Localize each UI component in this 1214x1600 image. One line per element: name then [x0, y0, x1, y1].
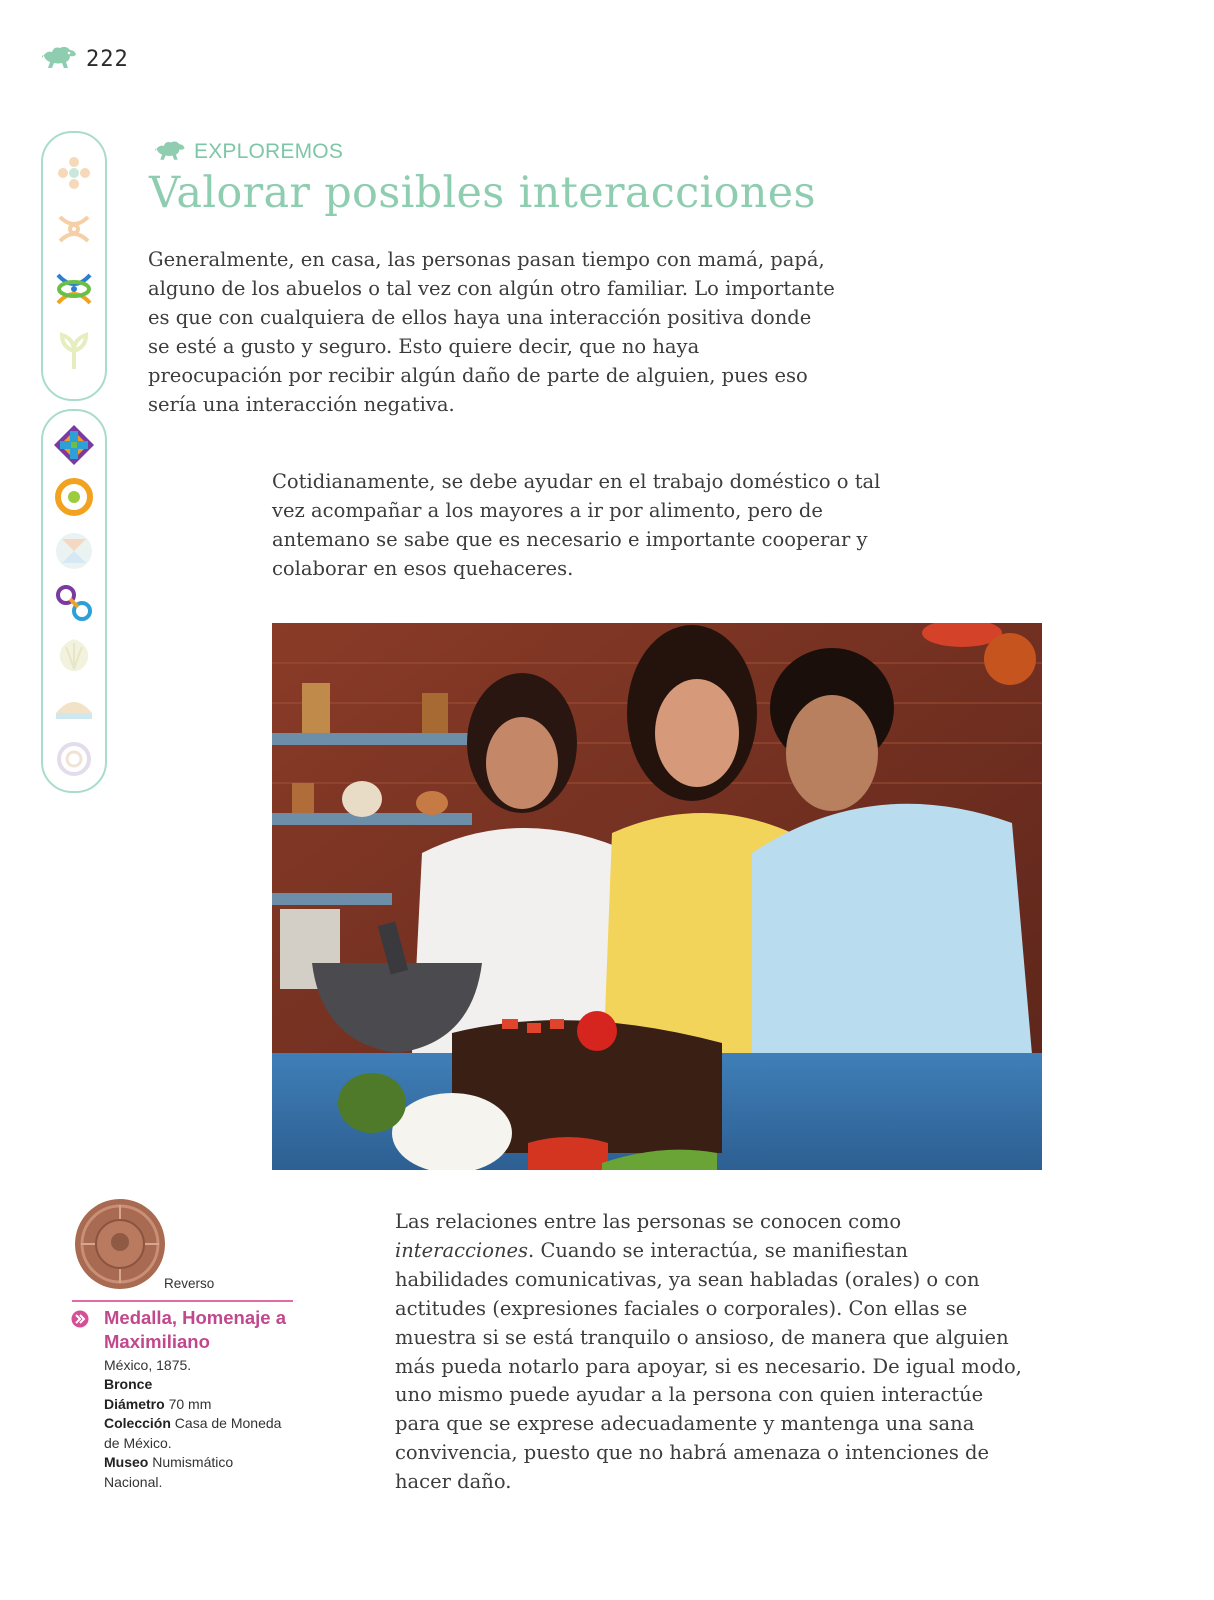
section-tag-label: EXPLOREMOS [194, 140, 344, 163]
medal-material: Bronce [104, 1376, 153, 1392]
medal-divider [72, 1300, 293, 1302]
section-rail-bottom [41, 409, 107, 793]
medal-collection: Colección Casa de Moneda de México. [104, 1415, 282, 1451]
intro-paragraph: Generalmente, en casa, las personas pasan tiempo con mamá, papá, alguno de los abuelos o tal vez con algún otro familiar. Lo importante es que con cualquiera de ellos haya una interacción positiva donde se esté a gusto y seguro. Esto quiere decir, que no haya preocupación por recibir algún daño de parte de alguien, pues eso sería una interacción negativa. [148, 248, 835, 416]
page-number-block [38, 44, 129, 74]
shell-icon [52, 633, 96, 677]
spiral-figure-icon [52, 207, 96, 251]
medal-museum: Museo Numismático Nacional. [104, 1454, 234, 1490]
links-icon [52, 581, 96, 625]
exploremos-emblem-icon [150, 139, 188, 165]
hourglass-icon [52, 529, 96, 573]
medal-diameter: Diámetro 70 mm [104, 1396, 212, 1412]
cross-diamond-icon [52, 423, 96, 467]
section-rail-top [41, 131, 107, 401]
ring-icon [52, 475, 96, 519]
medal-side-label: Reverso [164, 1276, 215, 1291]
plant-figure-icon [52, 329, 96, 373]
section-tag [150, 139, 343, 165]
family-cooking-photo [272, 623, 1042, 1170]
medal-name: Medalla, Homenaje a Maximiliano [104, 1307, 286, 1352]
circle-swirl-icon [52, 737, 96, 781]
interaction-figure-icon [52, 267, 96, 311]
interactions-term: interacciones [395, 1238, 529, 1262]
landscape-icon [52, 685, 96, 729]
medal-image [72, 1197, 168, 1291]
chevron-right-icon [71, 1310, 89, 1328]
interactions-paragraph: Las relaciones entre las personas se conocen como interacciones. Cuando se interactúa, se manifiestan habilidades comunicativas, ya sean habladas (orales) o con actitudes (expresiones faciales o corporales). Con ellas se muestra si se está tranquilo o ansioso, de manera que alguien más pueda notarlo para apoyar, si es necesario. De igual modo, uno mismo puede ayudar a la persona con quien interactúe para que se exprese adecuadamente y mantenga una sana convivencia, puesto que no habrá amenaza o intenciones de hacer daño. [395, 1210, 1022, 1494]
page-emblem-icon [38, 44, 78, 74]
flower-icon [52, 151, 96, 195]
medal-origin: México, 1875. [104, 1357, 192, 1373]
page-title: Valorar posibles interacciones [149, 168, 816, 218]
secondary-paragraph: Cotidianamente, se debe ayudar en el trabajo doméstico o tal vez acompañar a los mayores a ir por alimento, pero de antemano se sabe que es necesario e importante cooperar y colaborar en esos quehaceres. [272, 470, 881, 580]
page-number: 222 [86, 46, 129, 72]
family-cooking-illustration [272, 623, 1042, 1170]
